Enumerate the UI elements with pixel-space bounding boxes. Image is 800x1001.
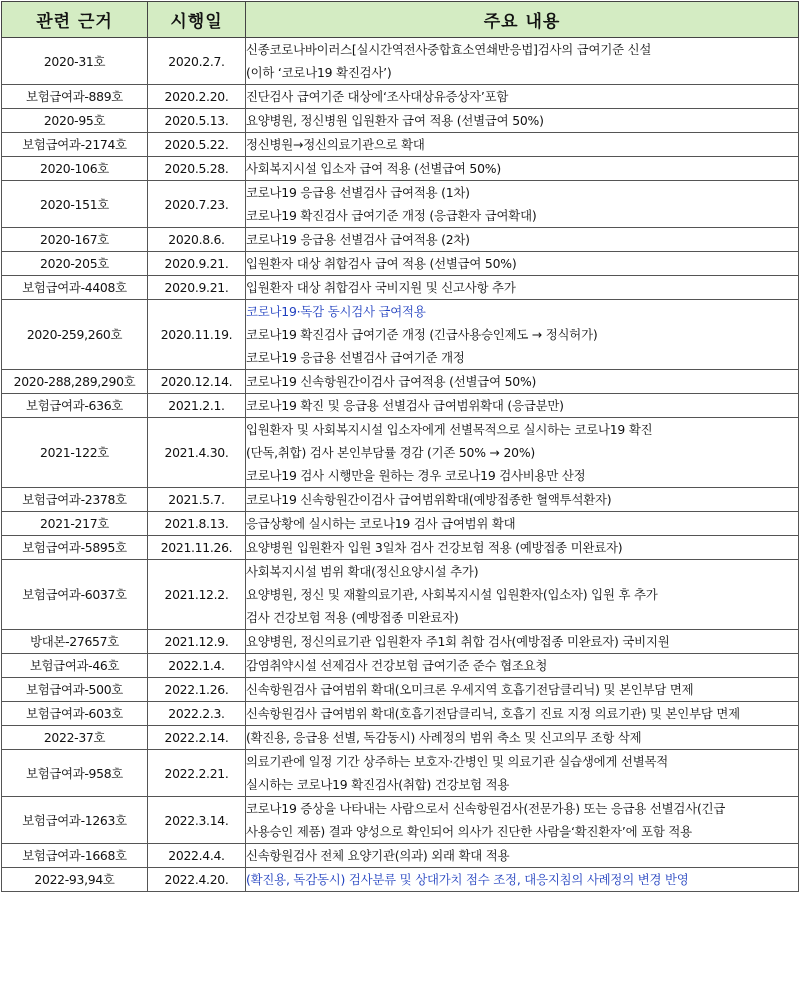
row-date: 2021.8.13.	[148, 512, 246, 536]
content-line: 코로나19 응급용 선별검사 급여기준 개정	[246, 350, 465, 365]
table-row	[2, 228, 799, 252]
row-date: 2021.12.9.	[148, 630, 246, 654]
content-line: (확진용, 독감동시) 검사분류 및 상대가치 점수 조정, 대응지침의 사례정의 변경 반영	[246, 872, 689, 887]
row-basis: 2020-167호	[2, 228, 148, 252]
row-content	[246, 536, 799, 560]
row-basis: 2021-122호	[2, 418, 148, 488]
row-content	[246, 276, 799, 300]
row-content	[246, 797, 799, 844]
row-basis: 보험급여과-889호	[2, 85, 148, 109]
row-date: 2021.12.2.	[148, 560, 246, 630]
row-date: 2020.5.22.	[148, 133, 246, 157]
content-line: 정신병원→정신의료기관으로 확대	[246, 137, 425, 152]
row-content	[246, 394, 799, 418]
content-line: 입원환자 대상 취합검사 급여 적용 (선별급여 50%)	[246, 256, 517, 271]
row-basis: 2020-259,260호	[2, 300, 148, 370]
row-date: 2022.2.3.	[148, 702, 246, 726]
content-line: (단독,취합) 검사 본인부담률 경감 (기존 50% → 20%)	[246, 445, 536, 460]
row-date: 2020.2.20.	[148, 85, 246, 109]
table-row	[2, 38, 799, 85]
row-basis: 2020-106호	[2, 157, 148, 181]
row-date: 2020.5.13.	[148, 109, 246, 133]
row-content	[246, 750, 799, 797]
row-content	[246, 560, 799, 630]
row-content	[246, 157, 799, 181]
row-content	[246, 85, 799, 109]
table-row	[2, 726, 799, 750]
content-line: 신속항원검사 급여범위 확대(호흡기전담클리닉, 호흡기 진료 지정 의료기관) 및 본인부담 면제	[246, 706, 740, 721]
row-basis: 2020-205호	[2, 252, 148, 276]
content-line: 코로나19 검사 시행만을 원하는 경우 코로나19 검사비용만 산정	[246, 468, 586, 483]
row-date: 2021.4.30.	[148, 418, 246, 488]
table-row	[2, 252, 799, 276]
table-row	[2, 560, 799, 630]
row-date: 2022.2.14.	[148, 726, 246, 750]
table-row	[2, 488, 799, 512]
row-content	[246, 702, 799, 726]
table-row	[2, 276, 799, 300]
row-content	[246, 512, 799, 536]
row-basis: 2020-151호	[2, 181, 148, 228]
row-date: 2020.7.23.	[148, 181, 246, 228]
table-body	[2, 38, 799, 892]
row-basis: 보험급여과-2174호	[2, 133, 148, 157]
content-line: 코로나19·독감 동시검사 급여적용	[246, 304, 426, 319]
content-line: 요양병원, 정신병원 입원환자 급여 적용 (선별급여 50%)	[246, 113, 544, 128]
content-line: 사회복지시설 입소자 급여 적용 (선별급여 50%)	[246, 161, 501, 176]
row-basis: 보험급여과-636호	[2, 394, 148, 418]
content-line: 코로나19 확진 및 응급용 선별검사 급여범위확대 (응급분만)	[246, 398, 564, 413]
row-date: 2021.2.1.	[148, 394, 246, 418]
table-row	[2, 300, 799, 370]
row-date: 2021.5.7.	[148, 488, 246, 512]
row-content	[246, 488, 799, 512]
table-row	[2, 678, 799, 702]
content-line: 요양병원 입원환자 입원 3일차 검사 건강보험 적용 (예방접종 미완료자)	[246, 540, 623, 555]
content-line: 요양병원, 정신 및 재활의료기관, 사회복지시설 입원환자(입소자) 입원 후 추가	[246, 587, 658, 602]
header-date: 시행일	[148, 2, 246, 38]
row-basis: 보험급여과-958호	[2, 750, 148, 797]
row-content	[246, 654, 799, 678]
row-basis: 보험급여과-46호	[2, 654, 148, 678]
table-row	[2, 512, 799, 536]
content-line: 신속항원검사 전체 요양기관(의과) 외래 확대 적용	[246, 848, 510, 863]
row-content	[246, 726, 799, 750]
table-row	[2, 702, 799, 726]
row-date: 2020.9.21.	[148, 252, 246, 276]
row-date: 2022.2.21.	[148, 750, 246, 797]
content-line: 신종코로나바이러스[실시간역전사중합효소연쇄반응법]검사의 급여기준 신설	[246, 42, 652, 57]
content-line: 코로나19 신속항원간이검사 급여범위확대(예방접종한 혈액투석환자)	[246, 492, 612, 507]
row-basis: 보험급여과-603호	[2, 702, 148, 726]
row-basis: 보험급여과-2378호	[2, 488, 148, 512]
row-date: 2020.5.28.	[148, 157, 246, 181]
row-content	[246, 630, 799, 654]
content-line: 코로나19 신속항원간이검사 급여적용 (선별급여 50%)	[246, 374, 537, 389]
row-basis: 2020-31호	[2, 38, 148, 85]
content-line: 코로나19 응급용 선별검사 급여적용 (1차)	[246, 185, 470, 200]
row-content	[246, 370, 799, 394]
content-line: 요양병원, 정신의료기관 입원환자 주1회 취합 검사(예방접종 미완료자) 국비지원	[246, 634, 670, 649]
row-content	[246, 844, 799, 868]
content-line: 사용승인 제품) 결과 양성으로 확인되어 의사가 진단한 사람을‘확진환자’에 포함 적용	[246, 824, 692, 839]
content-line: (확진용, 응급용 선별, 독감동시) 사례정의 범위 축소 및 신고의무 조항 삭제	[246, 730, 642, 745]
row-date: 2020.2.7.	[148, 38, 246, 85]
content-line: 신속항원검사 급여범위 확대(오미크론 우세지역 호흡기전담클리닉) 및 본인부담 면제	[246, 682, 694, 697]
content-line: 코로나19 증상을 나타내는 사람으로서 신속항원검사(전문가용) 또는 응급용 선별검사(긴급	[246, 801, 726, 816]
content-line: 입원환자 및 사회복지시설 입소자에게 선별목적으로 실시하는 코로나19 확진	[246, 422, 653, 437]
row-basis: 2021-217호	[2, 512, 148, 536]
row-basis: 보험급여과-1668호	[2, 844, 148, 868]
row-date: 2020.11.19.	[148, 300, 246, 370]
row-date: 2022.1.26.	[148, 678, 246, 702]
row-content	[246, 678, 799, 702]
row-date: 2021.11.26.	[148, 536, 246, 560]
table-row	[2, 85, 799, 109]
content-line: 의료기관에 일정 기간 상주하는 보호자·간병인 및 의료기관 실습생에게 선별목적	[246, 754, 669, 769]
row-basis: 보험급여과-5895호	[2, 536, 148, 560]
row-content	[246, 228, 799, 252]
row-date: 2022.3.14.	[148, 797, 246, 844]
table-row	[2, 654, 799, 678]
table-row	[2, 844, 799, 868]
content-line: 감염취약시설 선제검사 건강보험 급여기준 준수 협조요청	[246, 658, 548, 673]
row-content	[246, 300, 799, 370]
header-basis: 관련 근거	[2, 2, 148, 38]
row-content	[246, 868, 799, 892]
row-content	[246, 252, 799, 276]
table-row	[2, 181, 799, 228]
content-line: 실시하는 코로나19 확진검사(취합) 건강보험 적용	[246, 777, 510, 792]
covid-test-history-table	[1, 1, 799, 892]
table-row	[2, 630, 799, 654]
content-line: (이하 ‘코로나19 확진검사’)	[246, 65, 392, 80]
row-date: 2020.12.14.	[148, 370, 246, 394]
table-row	[2, 418, 799, 488]
row-basis: 2022-93,94호	[2, 868, 148, 892]
table-row	[2, 133, 799, 157]
table-row	[2, 370, 799, 394]
row-date: 2022.1.4.	[148, 654, 246, 678]
row-basis: 보험급여과-4408호	[2, 276, 148, 300]
content-line: 검사 건강보험 적용 (예방접종 미완료자)	[246, 610, 459, 625]
table-row	[2, 750, 799, 797]
row-basis: 2020-95호	[2, 109, 148, 133]
row-date: 2022.4.20.	[148, 868, 246, 892]
table-row	[2, 157, 799, 181]
table-row	[2, 536, 799, 560]
table-row	[2, 109, 799, 133]
row-basis: 보험급여과-1263호	[2, 797, 148, 844]
row-basis: 보험급여과-500호	[2, 678, 148, 702]
row-basis: 보험급여과-6037호	[2, 560, 148, 630]
row-date: 2022.4.4.	[148, 844, 246, 868]
content-line: 코로나19 확진검사 급여기준 개정 (응급환자 급여확대)	[246, 208, 537, 223]
row-date: 2020.9.21.	[148, 276, 246, 300]
row-basis: 2020-288,289,290호	[2, 370, 148, 394]
content-line: 코로나19 응급용 선별검사 급여적용 (2차)	[246, 232, 470, 247]
table-row	[2, 868, 799, 892]
row-date: 2020.8.6.	[148, 228, 246, 252]
table-row	[2, 797, 799, 844]
row-content	[246, 418, 799, 488]
row-content	[246, 133, 799, 157]
header-row	[2, 2, 799, 38]
row-basis: 2022-37호	[2, 726, 148, 750]
header-content: 주요 내용	[246, 2, 799, 38]
row-content	[246, 181, 799, 228]
table-row	[2, 394, 799, 418]
content-line: 코로나19 확진검사 급여기준 개정 (긴급사용승인제도 → 정식허가)	[246, 327, 598, 342]
content-line: 진단검사 급여기준 대상에‘조사대상유증상자’포함	[246, 89, 509, 104]
content-line: 사회복지시설 범위 확대(정신요양시설 추가)	[246, 564, 479, 579]
content-line: 입원환자 대상 취합검사 국비지원 및 신고사항 추가	[246, 280, 516, 295]
content-line: 응급상황에 실시하는 코로나19 검사 급여범위 확대	[246, 516, 516, 531]
row-basis: 방대본-27657호	[2, 630, 148, 654]
row-content	[246, 109, 799, 133]
row-content	[246, 38, 799, 85]
